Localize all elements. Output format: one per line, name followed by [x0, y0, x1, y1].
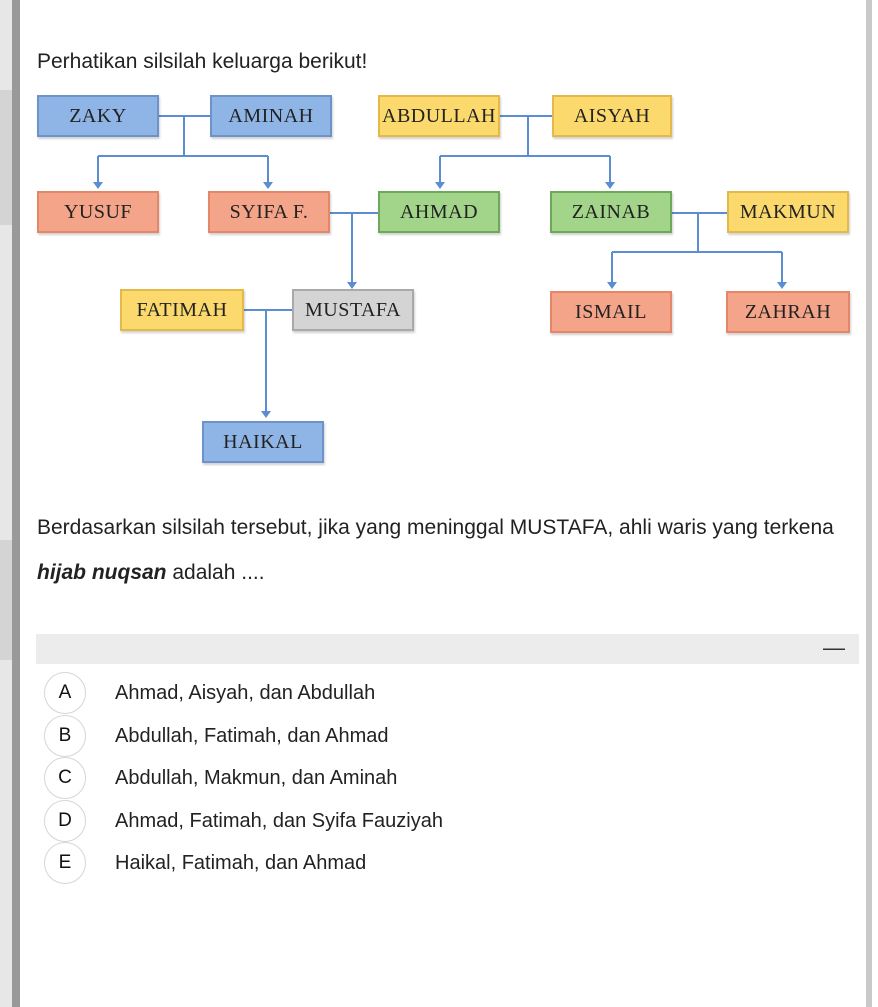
- node-ahmad: AHMAD: [378, 191, 500, 233]
- node-aisyah: AISYAH: [552, 95, 672, 137]
- option-letter: A: [44, 672, 86, 714]
- option-letter: C: [44, 757, 86, 799]
- arrow-yusuf: [93, 182, 103, 189]
- node-zainab: ZAINAB: [550, 191, 672, 233]
- node-fatimah: FATIMAH: [120, 289, 244, 331]
- node-makmun: MAKMUN: [727, 191, 849, 233]
- option-c[interactable]: [44, 758, 397, 798]
- option-e[interactable]: [44, 843, 366, 883]
- arrow-ismail: [607, 282, 617, 289]
- node-zahrah: ZAHRAH: [726, 291, 850, 333]
- arrow-zahrah: [777, 282, 787, 289]
- option-text: Ahmad, Aisyah, dan Abdullah: [115, 681, 376, 704]
- option-letter: D: [44, 800, 86, 842]
- option-a[interactable]: [44, 673, 375, 713]
- node-abdullah: ABDULLAH: [378, 95, 500, 137]
- background-shade: [0, 90, 12, 225]
- option-letter: E: [44, 842, 86, 884]
- node-haikal: HAIKAL: [202, 421, 324, 463]
- option-d[interactable]: [44, 801, 443, 841]
- node-mustafa: MUSTAFA: [292, 289, 414, 331]
- node-aminah: AMINAH: [210, 95, 332, 137]
- question-emphasis: hijab nuqsan: [37, 561, 167, 584]
- collapse-icon[interactable]: —: [823, 635, 845, 660]
- background-shade: [0, 540, 12, 660]
- question-text-part1: Berdasarkan silsilah tersebut, jika yang meninggal MUSTAFA, ahli waris yang terkena: [37, 516, 834, 539]
- node-zaky: ZAKY: [37, 95, 159, 137]
- arrow-syifa: [263, 182, 273, 189]
- tree-connectors: [32, 88, 862, 478]
- question-text-part2: adalah ....: [166, 561, 265, 584]
- option-text: Haikal, Fatimah, dan Ahmad: [115, 851, 367, 874]
- option-text: Abdullah, Makmun, dan Aminah: [115, 766, 398, 789]
- option-b[interactable]: [44, 716, 389, 756]
- arrow-zainab: [605, 182, 615, 189]
- node-syifa: SYIFA F.: [208, 191, 330, 233]
- option-text: Ahmad, Fatimah, dan Syifa Fauziyah: [115, 809, 443, 832]
- arrow-haikal: [261, 411, 271, 418]
- arrow-mustafa: [347, 282, 357, 289]
- background-strip: [0, 0, 12, 1007]
- node-yusuf: YUSUF: [37, 191, 159, 233]
- option-letter: B: [44, 715, 86, 757]
- arrow-ahmad: [435, 182, 445, 189]
- question-intro: Perhatikan silsilah keluarga berikut!: [37, 50, 368, 73]
- question-text: [37, 505, 847, 595]
- options-header-bar: [36, 634, 859, 664]
- node-ismail: ISMAIL: [550, 291, 672, 333]
- option-text: Abdullah, Fatimah, dan Ahmad: [115, 724, 389, 747]
- family-tree-diagram: [32, 88, 862, 478]
